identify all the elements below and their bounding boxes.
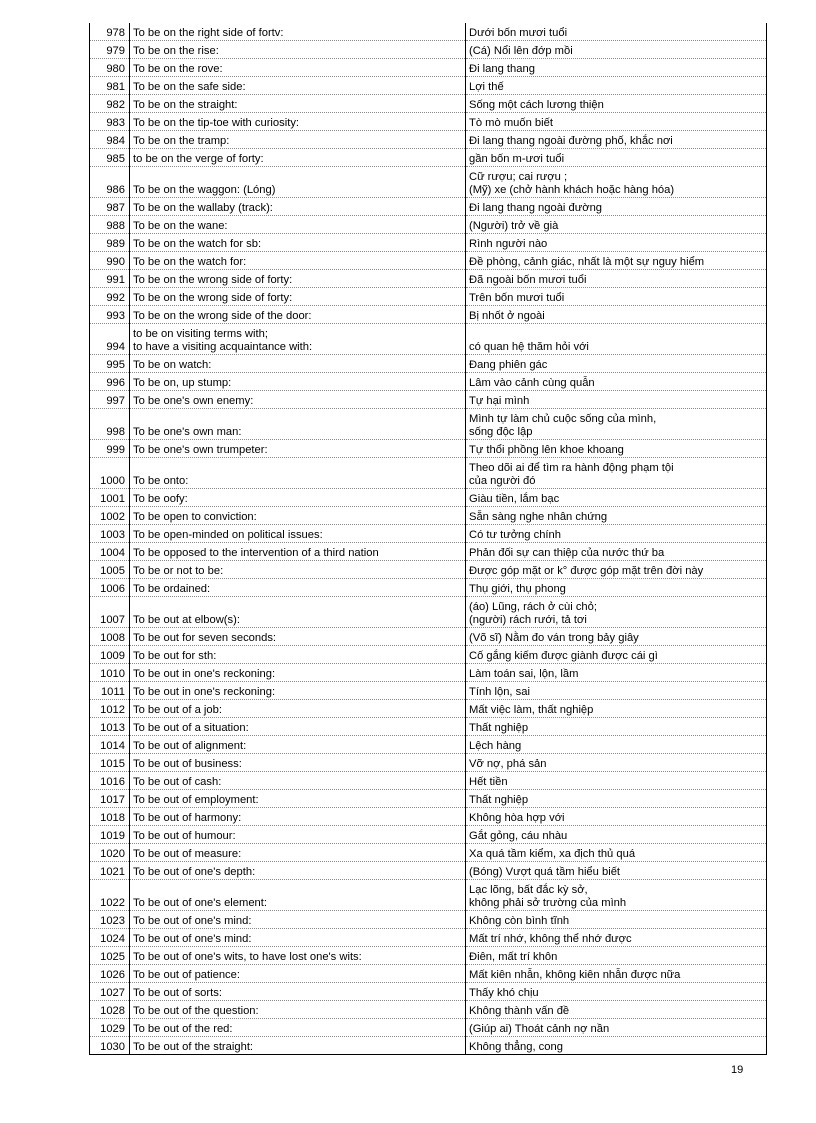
vietnamese-meaning: Đề phòng, cảnh giác, nhất là một sự nguy hiểm — [466, 252, 767, 270]
row-number: 1002 — [90, 507, 130, 525]
english-phrase: To be on the tip-toe with curiosity: — [130, 113, 466, 131]
vietnamese-meaning: Lợi thế — [466, 77, 767, 95]
english-phrase: To be out of one's mind: — [130, 911, 466, 929]
row-number: 1021 — [90, 862, 130, 880]
vietnamese-meaning: Đi lang thang — [466, 59, 767, 77]
vietnamese-meaning: Tự hại mình — [466, 391, 767, 409]
vietnamese-meaning: Được góp mặt or k° được góp mặt trên đời này — [466, 561, 767, 579]
table-row — [90, 59, 767, 77]
english-phrase: To be out of employment: — [130, 790, 466, 808]
row-number: 985 — [90, 149, 130, 167]
english-phrase: To be one's own man: — [130, 409, 466, 440]
row-number: 1017 — [90, 790, 130, 808]
row-number: 991 — [90, 270, 130, 288]
english-phrase: To be out of harmony: — [130, 808, 466, 826]
table-row — [90, 458, 767, 489]
table-row — [90, 646, 767, 664]
vietnamese-meaning: Không hòa hợp với — [466, 808, 767, 826]
table-row — [90, 561, 767, 579]
vietnamese-meaning: Lệch hàng — [466, 736, 767, 754]
vietnamese-meaning: Đi lang thang ngoài đường phố, khắc nơi — [466, 131, 767, 149]
row-number: 1030 — [90, 1037, 130, 1055]
vietnamese-meaning: Đã ngoài bốn mươi tuổi — [466, 270, 767, 288]
english-phrase: To be out of sorts: — [130, 983, 466, 1001]
vietnamese-meaning: Làm toán sai, lộn, lầm — [466, 664, 767, 682]
english-phrase: To be on the wrong side of forty: — [130, 270, 466, 288]
vietnamese-meaning: Điên, mất trí khôn — [466, 947, 767, 965]
row-number: 980 — [90, 59, 130, 77]
vietnamese-meaning: Tò mò muốn biết — [466, 113, 767, 131]
row-number: 992 — [90, 288, 130, 306]
english-phrase: To be on the waggon: (Lóng) — [130, 167, 466, 198]
page-number: 19 — [731, 1064, 744, 1076]
table-row — [90, 790, 767, 808]
english-phrase: To be out of measure: — [130, 844, 466, 862]
vietnamese-meaning: Sống một cách lương thiện — [466, 95, 767, 113]
row-number: 984 — [90, 131, 130, 149]
table-row — [90, 597, 767, 628]
table-row — [90, 391, 767, 409]
table-row — [90, 628, 767, 646]
table-row — [90, 929, 767, 947]
table-row — [90, 167, 767, 198]
row-number: 1029 — [90, 1019, 130, 1037]
phrase-table — [89, 23, 767, 1055]
table-row — [90, 324, 767, 355]
table-row — [90, 409, 767, 440]
row-number: 996 — [90, 373, 130, 391]
row-number: 1022 — [90, 880, 130, 911]
english-phrase: To be out in one's reckoning: — [130, 664, 466, 682]
row-number: 1018 — [90, 808, 130, 826]
row-number: 1011 — [90, 682, 130, 700]
english-phrase: To be on the wane: — [130, 216, 466, 234]
table-row — [90, 440, 767, 458]
table-row — [90, 579, 767, 597]
row-number: 1013 — [90, 718, 130, 736]
table-row — [90, 41, 767, 59]
table-row — [90, 113, 767, 131]
vietnamese-meaning: Mất việc làm, thất nghiệp — [466, 700, 767, 718]
row-number: 1001 — [90, 489, 130, 507]
table-row — [90, 288, 767, 306]
row-number: 994 — [90, 324, 130, 355]
english-phrase: To be out of patience: — [130, 965, 466, 983]
english-phrase: To be out of a situation: — [130, 718, 466, 736]
vietnamese-meaning: Hết tiền — [466, 772, 767, 790]
english-phrase: To be one's own enemy: — [130, 391, 466, 409]
english-phrase: To be out of the straight: — [130, 1037, 466, 1055]
row-number: 978 — [90, 23, 130, 41]
vietnamese-meaning: Thấy khó chịu — [466, 983, 767, 1001]
english-phrase: To be out at elbow(s): — [130, 597, 466, 628]
table-row — [90, 198, 767, 216]
table-row — [90, 983, 767, 1001]
vietnamese-meaning: Cố gắng kiếm được giành được cái gì — [466, 646, 767, 664]
english-phrase: To be on watch: — [130, 355, 466, 373]
table-row — [90, 131, 767, 149]
row-number: 1008 — [90, 628, 130, 646]
table-row — [90, 373, 767, 391]
english-phrase: To be on the rise: — [130, 41, 466, 59]
row-number: 1005 — [90, 561, 130, 579]
vietnamese-meaning: (Bóng) Vượt quá tầm hiểu biết — [466, 862, 767, 880]
english-phrase: To be on, up stump: — [130, 373, 466, 391]
table-row — [90, 911, 767, 929]
english-phrase: To be out for sth: — [130, 646, 466, 664]
row-number: 1020 — [90, 844, 130, 862]
table-row — [90, 736, 767, 754]
vietnamese-meaning: (Người) trở về già — [466, 216, 767, 234]
row-number: 1003 — [90, 525, 130, 543]
english-phrase: To be on the straight: — [130, 95, 466, 113]
row-number: 982 — [90, 95, 130, 113]
row-number: 1007 — [90, 597, 130, 628]
english-phrase: To be open to conviction: — [130, 507, 466, 525]
english-phrase: To be or not to be: — [130, 561, 466, 579]
english-phrase: To be out of alignment: — [130, 736, 466, 754]
phrase-table-body — [90, 23, 767, 1055]
table-row — [90, 754, 767, 772]
table-row — [90, 947, 767, 965]
vietnamese-meaning: Vỡ nợ, phá sản — [466, 754, 767, 772]
row-number: 987 — [90, 198, 130, 216]
english-phrase: to be on the verge of forty: — [130, 149, 466, 167]
vietnamese-meaning: có quan hệ thăm hỏi với — [466, 324, 767, 355]
vietnamese-meaning: Đang phiên gác — [466, 355, 767, 373]
row-number: 986 — [90, 167, 130, 198]
english-phrase: To be on the wallaby (track): — [130, 198, 466, 216]
english-phrase: To be on the rove: — [130, 59, 466, 77]
row-number: 995 — [90, 355, 130, 373]
english-phrase: To be out for seven seconds: — [130, 628, 466, 646]
vietnamese-meaning: Cữ rượu; cai rượu ; (Mỹ) xe (chở hành khách hoặc hàng hóa) — [466, 167, 767, 198]
row-number: 1023 — [90, 911, 130, 929]
row-number: 1014 — [90, 736, 130, 754]
english-phrase: To be out of cash: — [130, 772, 466, 790]
english-phrase: To be opposed to the intervention of a third nation — [130, 543, 466, 561]
table-row — [90, 682, 767, 700]
row-number: 1028 — [90, 1001, 130, 1019]
row-number: 1026 — [90, 965, 130, 983]
table-row — [90, 252, 767, 270]
row-number: 990 — [90, 252, 130, 270]
english-phrase: To be on the right side of fortv: — [130, 23, 466, 41]
english-phrase: To be on the watch for: — [130, 252, 466, 270]
english-phrase: To be on the tramp: — [130, 131, 466, 149]
english-phrase: To be open-minded on political issues: — [130, 525, 466, 543]
table-row — [90, 270, 767, 288]
row-number: 989 — [90, 234, 130, 252]
vietnamese-meaning: Tính lộn, sai — [466, 682, 767, 700]
english-phrase: To be on the wrong side of the door: — [130, 306, 466, 324]
row-number: 1016 — [90, 772, 130, 790]
table-row — [90, 234, 767, 252]
vietnamese-meaning: gần bốn m-ươi tuổi — [466, 149, 767, 167]
vietnamese-meaning: Tự thổi phồng lên khoe khoang — [466, 440, 767, 458]
english-phrase: To be on the wrong side of forty: — [130, 288, 466, 306]
row-number: 999 — [90, 440, 130, 458]
vietnamese-meaning: Lâm vào cảnh cùng quẫn — [466, 373, 767, 391]
table-row — [90, 862, 767, 880]
english-phrase: To be on the watch for sb: — [130, 234, 466, 252]
vietnamese-meaning: Giàu tiền, lắm bạc — [466, 489, 767, 507]
table-row — [90, 543, 767, 561]
row-number: 1006 — [90, 579, 130, 597]
table-row — [90, 1037, 767, 1055]
vietnamese-meaning: Thụ giới, thụ phong — [466, 579, 767, 597]
table-row — [90, 525, 767, 543]
row-number: 988 — [90, 216, 130, 234]
row-number: 1027 — [90, 983, 130, 1001]
table-row — [90, 718, 767, 736]
table-row — [90, 1019, 767, 1037]
row-number: 979 — [90, 41, 130, 59]
table-row — [90, 664, 767, 682]
table-row — [90, 880, 767, 911]
vietnamese-meaning: Phản đối sự can thiệp của nước thứ ba — [466, 543, 767, 561]
row-number: 998 — [90, 409, 130, 440]
table-row — [90, 23, 767, 41]
table-row — [90, 772, 767, 790]
row-number: 1024 — [90, 929, 130, 947]
vietnamese-meaning: Mất trí nhớ, không thể nhớ được — [466, 929, 767, 947]
vietnamese-meaning: Có tư tưởng chính — [466, 525, 767, 543]
vietnamese-meaning: Sẵn sàng nghe nhân chứng — [466, 507, 767, 525]
vietnamese-meaning: Mình tự làm chủ cuộc sống của mình, sống độc lập — [466, 409, 767, 440]
vietnamese-meaning: (áo) Lũng, rách ở cùi chỏ; (người) rách rưới, tả tơi — [466, 597, 767, 628]
vietnamese-meaning: Mất kiên nhẫn, không kiên nhẫn được nữa — [466, 965, 767, 983]
vietnamese-meaning: (Võ sĩ) Nằm đo ván trong bảy giây — [466, 628, 767, 646]
row-number: 1004 — [90, 543, 130, 561]
english-phrase: To be out of a job: — [130, 700, 466, 718]
table-row — [90, 306, 767, 324]
english-phrase: To be out of one's mind: — [130, 929, 466, 947]
vietnamese-meaning: Thất nghiệp — [466, 790, 767, 808]
vietnamese-meaning: Không thẳng, cong — [466, 1037, 767, 1055]
row-number: 981 — [90, 77, 130, 95]
vietnamese-meaning: Trên bốn mươi tuổi — [466, 288, 767, 306]
table-row — [90, 826, 767, 844]
vietnamese-meaning: Bị nhốt ở ngoài — [466, 306, 767, 324]
table-row — [90, 1001, 767, 1019]
row-number: 1010 — [90, 664, 130, 682]
row-number: 1025 — [90, 947, 130, 965]
table-row — [90, 489, 767, 507]
vietnamese-meaning: Không còn bình tĩnh — [466, 911, 767, 929]
vietnamese-meaning: Theo dõi ai để tìm ra hành động phạm tội của người đó — [466, 458, 767, 489]
english-phrase: To be on the safe side: — [130, 77, 466, 95]
english-phrase: to be on visiting terms with; to have a visiting acquaintance with: — [130, 324, 466, 355]
english-phrase: To be out in one's reckoning: — [130, 682, 466, 700]
row-number: 1012 — [90, 700, 130, 718]
row-number: 1015 — [90, 754, 130, 772]
row-number: 997 — [90, 391, 130, 409]
table-row — [90, 95, 767, 113]
english-phrase: To be ordained: — [130, 579, 466, 597]
row-number: 983 — [90, 113, 130, 131]
table-row — [90, 700, 767, 718]
vietnamese-meaning: Thất nghiệp — [466, 718, 767, 736]
vietnamese-meaning: Dưới bốn mươi tuổi — [466, 23, 767, 41]
english-phrase: To be out of the question: — [130, 1001, 466, 1019]
vietnamese-meaning: Rình người nào — [466, 234, 767, 252]
vietnamese-meaning: Xa quá tầm kiểm, xa địch thủ quá — [466, 844, 767, 862]
table-row — [90, 216, 767, 234]
english-phrase: To be out of business: — [130, 754, 466, 772]
english-phrase: To be oofy: — [130, 489, 466, 507]
english-phrase: To be out of the red: — [130, 1019, 466, 1037]
row-number: 1009 — [90, 646, 130, 664]
english-phrase: To be out of one's depth: — [130, 862, 466, 880]
english-phrase: To be out of one's element: — [130, 880, 466, 911]
table-row — [90, 965, 767, 983]
row-number: 1000 — [90, 458, 130, 489]
table-row — [90, 355, 767, 373]
row-number: 993 — [90, 306, 130, 324]
english-phrase: To be one's own trumpeter: — [130, 440, 466, 458]
vietnamese-meaning: Đi lang thang ngoài đường — [466, 198, 767, 216]
vietnamese-meaning: Không thành vấn đề — [466, 1001, 767, 1019]
english-phrase: To be out of one's wits, to have lost one's wits: — [130, 947, 466, 965]
row-number: 1019 — [90, 826, 130, 844]
vietnamese-meaning: Lạc lõng, bất đắc kỳ sở, không phải sở trường của mình — [466, 880, 767, 911]
english-phrase: To be out of humour: — [130, 826, 466, 844]
vietnamese-meaning: (Cá) Nổi lên đớp mồi — [466, 41, 767, 59]
table-row — [90, 149, 767, 167]
table-row — [90, 507, 767, 525]
phrase-table-container — [89, 23, 766, 1055]
vietnamese-meaning: (Giúp ai) Thoát cảnh nợ nần — [466, 1019, 767, 1037]
english-phrase: To be onto: — [130, 458, 466, 489]
vietnamese-meaning: Gắt gỏng, cáu nhàu — [466, 826, 767, 844]
table-row — [90, 844, 767, 862]
table-row — [90, 808, 767, 826]
table-row — [90, 77, 767, 95]
